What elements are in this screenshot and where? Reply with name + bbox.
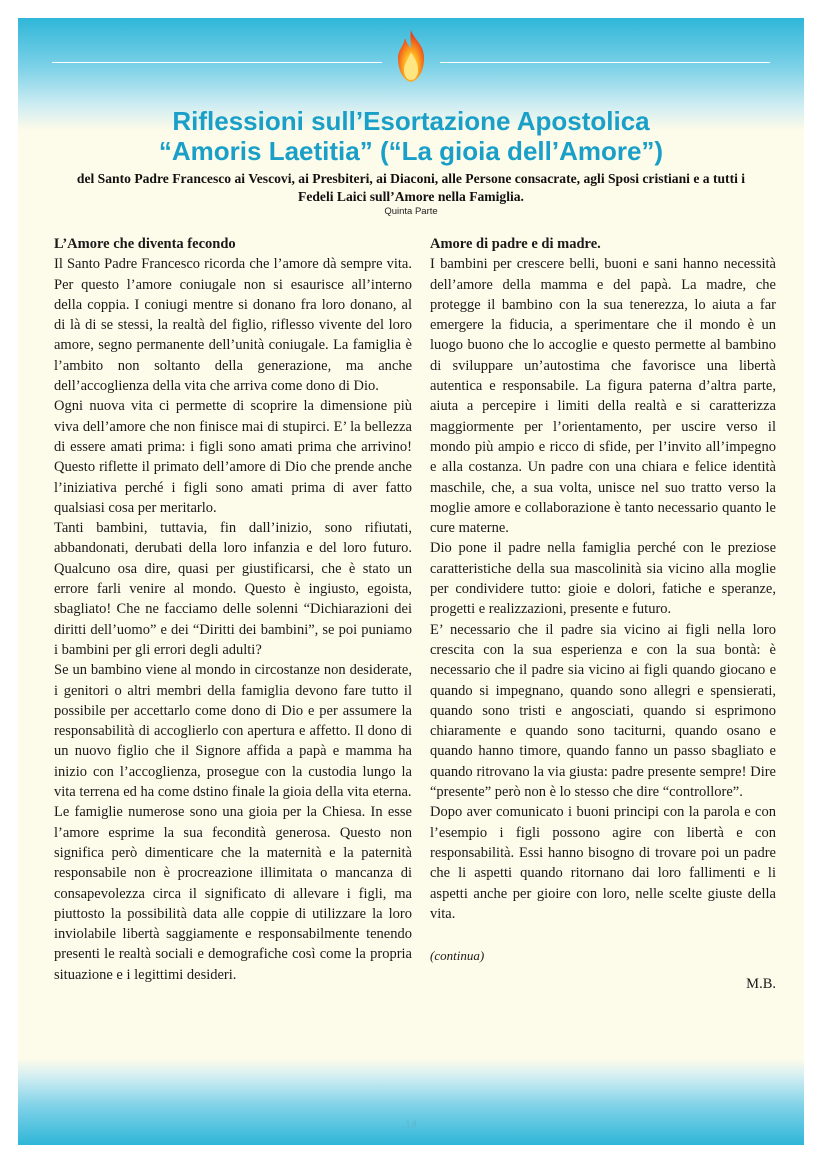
page-title-line1: Riflessioni sull’Esortazione Apostolica bbox=[172, 106, 650, 136]
page-subtitle: del Santo Padre Francesco ai Vescovi, ai Presbiteri, ai Diaconi, alle Persone consacrate, agli Sposi cristiani e a tutti i Fedeli Laici sull’Amore nella Famiglia. bbox=[76, 171, 746, 204]
page-title-line2: “Amoris Laetitia” (“La gioia dell’Amore”) bbox=[158, 136, 664, 166]
left-heading: L’Amore che diventa fecondo bbox=[54, 236, 236, 252]
right-heading: Amore di padre e di madre. bbox=[430, 236, 601, 252]
right-paragraph: Dopo aver comunicato i buoni principi con la parola e con l’esempio i figli possono agire con libertà e con responsabilità. Essi hanno bisogno di trovare poi un padre che li aspetti quando ritornano dai loro fallimenti e li aspetti anche per gioire con loro, nelle scelte giuste della vita. bbox=[430, 804, 776, 922]
header-rule-right bbox=[440, 62, 770, 63]
left-paragraph: Ogni nuova vita ci permette di scoprire la dimensione più viva dell’amore che non finisce mai di stupirci. E’ la bellezza di essere amati prima: i figli sono amati prima che arrivino! Questo riflette il primato dell’amore di Dio che prende anche l’iniziativa perché i figli sono amati prima di aver fatto qualsiasi cosa per meritarlo. bbox=[54, 398, 412, 516]
author-signature: M.B. bbox=[746, 976, 776, 993]
left-paragraph: Tanti bambini, tuttavia, fin dall’inizio, sono rifiutati, abbandonati, derubati della loro infanzia e del loro futuro. Qualcuno osa dire, quasi per giustificarsi, che è stato un errore farli venire al mondo. Questo è ingiusto, egoista, sbagliato! Che ne facciamo delle solenni “Dichiarazioni dei diritti dell’uomo” e dei “Diritti dei bambini”, se poi puniamo i bambini per gli errori degli adulti? bbox=[54, 520, 412, 658]
part-label: Quinta Parte bbox=[384, 206, 438, 217]
page-number: 14 bbox=[404, 1119, 418, 1131]
right-paragraph: E’ necessario che il padre sia vicino ai figli nella loro crescita con la sua esperienza e con la sua bontà: è necessario che il padre sia vicino ai figli quando giocano e quando si impegnano, quando sono allegri e spensierati, quando sono tristi e angosciati, quando si esprimono chiaramente e quando sono taciturni, quando osano e quando hanno timore, quando fanno un passo sbagliato e quando ritrovano la via giusta: padre presente sempre! Dire “presente” però non è lo stesso che dire “controllore”. bbox=[430, 621, 776, 801]
continua-label: (continua) bbox=[430, 948, 485, 964]
left-paragraph: Il Santo Padre Francesco ricorda che l’amore dà sempre vita. Per questo l’amore coniugale non si esaurisce all’interno della coppia. I coniugi mentre si donano fra loro donano, al di là di se stessi, la realtà del figlio, riflesso vivente del loro amore, segno permanente dell’unità coniugale. La famiglia è l’ambito non soltanto della generazione, ma anche dell’accoglienza della vita che arriva come dono di Dio. bbox=[54, 256, 412, 395]
left-paragraph: Se un bambino viene al mondo in circostanze non desiderate, i genitori o altri membri della famiglia devono fare tutto il possibile per accettarlo come dono di Dio e per assumere la responsabilità di accoglierlo con apertura e affetto. Il dono di un nuovo figlio che il Signore affida a papà e mamma ha inizio con l’accoglienza, prosegue con la custodia lungo la vita terrena ed ha come dstino finale la gioia della vita eterna. bbox=[54, 662, 412, 801]
bottom-gradient-band bbox=[18, 1059, 804, 1145]
right-paragraph: Dio pone il padre nella famiglia perché con le preziose caratteristiche della sua mascolinità sia vicino alla moglie per condividere tutto: gioie e dolori, fatiche e speranze, progetti e realizzazioni, presente e futuro. bbox=[430, 540, 776, 618]
page bbox=[18, 18, 804, 1145]
left-paragraph: Le famiglie numerose sono una gioia per la Chiesa. In esse l’amore esprime la sua fecondità generosa. Questo non significa però dimenticare che la maternità e la paternità responsabile non è procreazione illimitata o mancanza di consapevolezza circa il significato di allevare i figli, ma piuttosto la possibilità data alle coppie di utilizzare la loro inviolabile libertà saggiamente e responsabilmente tenendo presenti le realtà sociali e demografiche così come la propria situazione e i legittimi desideri. bbox=[54, 804, 412, 983]
left-column bbox=[54, 234, 412, 985]
right-column bbox=[430, 234, 776, 995]
header-rule-left bbox=[52, 62, 382, 63]
right-paragraph: I bambini per crescere belli, buoni e sani hanno necessità dell’amore della mamma e del papà. La madre, che protegge il bambino con la sua tenerezza, lo aiuta a far emergere la fiducia, a sperimentare che il mondo è un luogo buono che lo accoglie e questo permette al bambino di sviluppare un’autostima che favorisce una libertà autentica e responsabile. La figura paterna d’altra parte, aiuta a percepire i limiti della realtà e si caratterizza maggiormente per l’orientamento, per uscire verso il mondo più ampio e ricco di sfide, per l’invito all’impegno e alla costanza. Un padre con una chiara e felice identità maschile, che, a sua volta, unisce nel suo tratto verso la moglie amore e collaborazione è tanto necessario quanto le cure materne. bbox=[430, 256, 776, 537]
flame-icon bbox=[392, 28, 430, 84]
